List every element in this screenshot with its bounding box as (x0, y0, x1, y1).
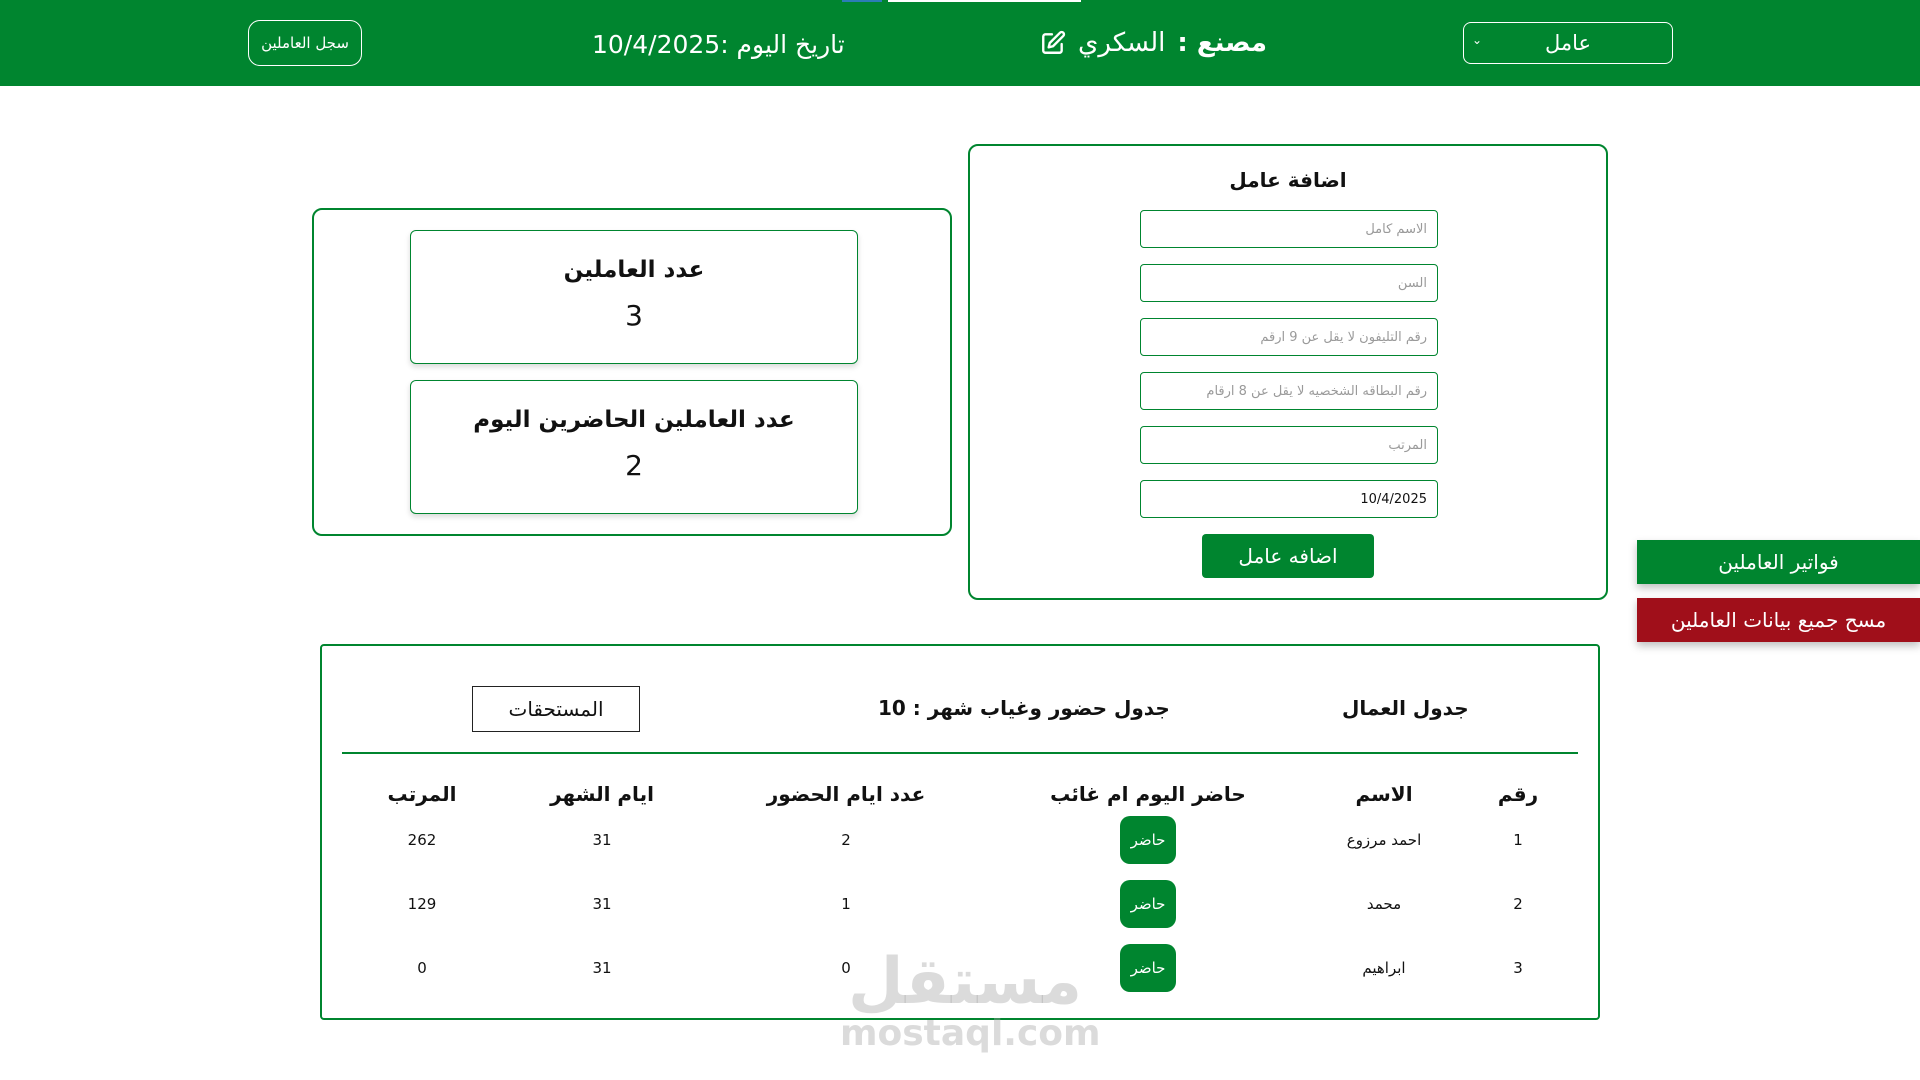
row-month-days: 31 (592, 895, 612, 913)
factory-info (1040, 22, 1267, 64)
header-accent-line (888, 0, 1081, 2)
column-header-attendance-days: عدد ايام الحضور (766, 782, 926, 806)
attendance-status-button[interactable]: حاضر (1120, 880, 1176, 928)
factory-name: السكري (1078, 28, 1166, 58)
edit-icon[interactable] (1040, 30, 1066, 56)
top-header-bar (0, 0, 1920, 86)
role-select[interactable] (1463, 22, 1673, 64)
dues-button[interactable]: المستحقات (472, 686, 640, 732)
watermark-latin: mostaql.com (840, 1013, 1101, 1054)
row-number: 2 (1513, 895, 1523, 913)
column-header-salary: المرتب (387, 782, 457, 806)
add-worker-button[interactable]: اضافه عامل (1202, 534, 1374, 578)
attendance-status-button[interactable]: حاضر (1120, 816, 1176, 864)
today-date: تاريخ اليوم :10/4/2025 (592, 29, 845, 59)
row-salary: 0 (417, 959, 427, 977)
present-today-card (410, 380, 858, 514)
phone-input[interactable] (1140, 318, 1438, 356)
workers-table-panel (320, 644, 1600, 1020)
role-select-value: عامل (1544, 31, 1592, 55)
workers-count-value: 3 (625, 299, 643, 332)
column-header-month-days: ايام الشهر (550, 782, 654, 806)
full-name-input[interactable] (1140, 210, 1438, 248)
form-title: اضافة عامل (1229, 168, 1347, 192)
national-id-input[interactable] (1140, 372, 1438, 410)
present-today-label: عدد العاملين الحاضرين اليوم (473, 407, 795, 433)
workers-log-button[interactable]: سجل العاملين (248, 20, 362, 66)
add-worker-form (968, 144, 1608, 600)
row-month-days: 31 (592, 959, 612, 977)
column-header-number: رقم (1497, 782, 1539, 806)
age-input[interactable] (1140, 264, 1438, 302)
row-attendance-days: 0 (841, 959, 851, 977)
stats-panel (312, 208, 952, 536)
clear-all-data-button[interactable]: مسح جميع بيانات العاملين (1637, 598, 1920, 642)
row-number: 3 (1513, 959, 1523, 977)
table-divider (342, 752, 1578, 754)
column-header-name: الاسم (1355, 782, 1413, 806)
chevron-down-icon: ⌄ (1472, 33, 1483, 47)
row-attendance-days: 2 (841, 831, 851, 849)
header-accent-line (842, 0, 882, 2)
watermark-arabic: مستقل (847, 945, 1083, 1019)
row-salary: 129 (407, 895, 437, 913)
present-today-value: 2 (625, 449, 643, 482)
date-input[interactable] (1140, 480, 1438, 518)
workers-count-card (410, 230, 858, 364)
row-name: احمد مرزوع (1346, 831, 1422, 849)
row-attendance-days: 1 (841, 895, 851, 913)
workers-count-label: عدد العاملين (563, 257, 705, 283)
row-number: 1 (1513, 831, 1523, 849)
row-name: محمد (1366, 895, 1402, 913)
worker-invoices-button[interactable]: فواتير العاملين (1637, 540, 1920, 584)
table-title: جدول العمال (1342, 696, 1469, 720)
month-attendance-title: جدول حضور وغياب شهر : 10 (878, 696, 1170, 720)
row-name: ابراهيم (1362, 959, 1406, 977)
column-header-status: حاضر اليوم ام غائب (1050, 782, 1246, 806)
factory-label: مصنع : (1177, 28, 1267, 58)
attendance-status-button[interactable]: حاضر (1120, 944, 1176, 992)
salary-input[interactable] (1140, 426, 1438, 464)
row-month-days: 31 (592, 831, 612, 849)
row-salary: 262 (407, 831, 437, 849)
